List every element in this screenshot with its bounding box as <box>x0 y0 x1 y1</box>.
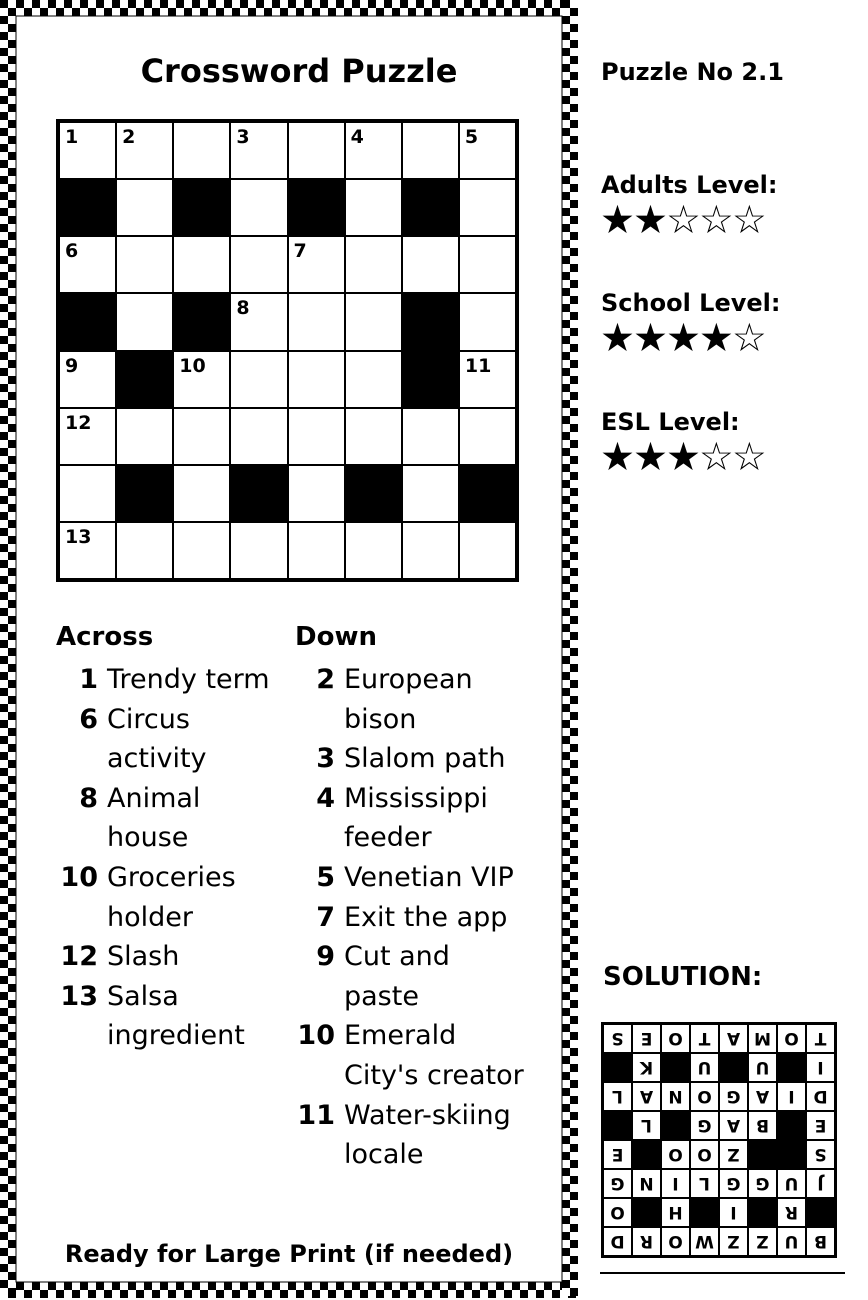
empty-star-icon: ☆ <box>665 198 699 243</box>
clue-text: feeder <box>344 822 432 854</box>
solution-black-square <box>777 1053 806 1082</box>
level-stars-esl <box>600 435 765 480</box>
clue-number: 11 <box>464 354 492 377</box>
solution-letter: O <box>777 1024 806 1053</box>
clue-number: 5 <box>464 126 479 148</box>
grid-cell[interactable] <box>345 351 402 408</box>
clue-number <box>56 898 98 938</box>
clue-number: 7 <box>293 240 307 263</box>
clue-number: 13 <box>60 980 98 1012</box>
across-clue <box>56 937 277 977</box>
solution-letter: G <box>719 1169 748 1198</box>
solution-letter: H <box>661 1198 690 1227</box>
solution-letter: N <box>661 1082 690 1111</box>
grid-cell[interactable] <box>402 122 459 179</box>
clue-text: locale <box>344 1139 424 1171</box>
clue-number: 10 <box>60 861 98 893</box>
grid-cell[interactable] <box>116 408 173 465</box>
solution-letter: J <box>806 1169 835 1198</box>
black-square <box>402 179 459 236</box>
solution-letter: W <box>690 1227 719 1256</box>
grid-cell[interactable] <box>173 351 230 408</box>
solution-letter: D <box>806 1082 835 1111</box>
black-square <box>59 179 116 236</box>
solution-letter: T <box>806 1024 835 1053</box>
clue-number: 6 <box>79 703 98 735</box>
solution-underline <box>600 1272 845 1274</box>
solution-black-square <box>690 1198 719 1227</box>
clue-text: Cut and <box>344 941 450 973</box>
filled-star-icon: ★ <box>665 316 699 361</box>
solution-letter: U <box>777 1169 806 1198</box>
clue-number: 8 <box>236 297 250 320</box>
grid-cell[interactable] <box>288 351 345 408</box>
solution-letter: A <box>632 1082 661 1111</box>
grid-cell[interactable] <box>345 236 402 293</box>
clue-number: 3 <box>236 126 250 148</box>
grid-cell[interactable] <box>345 179 402 236</box>
filled-star-icon: ★ <box>600 316 633 361</box>
filled-star-icon: ★ <box>600 198 633 243</box>
solution-letter: G <box>748 1169 777 1198</box>
puzzle-number: Puzzle No 2.1 <box>601 58 784 86</box>
grid-cell[interactable] <box>402 522 459 579</box>
filled-star-icon: ★ <box>698 316 732 361</box>
solution-black-square <box>748 1198 777 1227</box>
solution-letter: O <box>661 1140 690 1169</box>
down-clue <box>295 858 524 898</box>
solution-letter: L <box>603 1082 632 1111</box>
solution-letter: D <box>603 1227 632 1256</box>
grid-cell[interactable] <box>345 408 402 465</box>
grid-cell[interactable] <box>59 122 116 179</box>
clue-number <box>295 700 335 740</box>
solution-letter: Z <box>719 1140 748 1169</box>
clue-number <box>295 818 335 858</box>
clue-number: 13 <box>65 525 92 548</box>
across-clue <box>56 818 277 858</box>
grid-cell[interactable] <box>288 522 345 579</box>
empty-star-icon: ☆ <box>731 435 765 480</box>
grid-cell[interactable] <box>345 293 402 350</box>
solution-black-square <box>603 1111 632 1140</box>
clue-text: Water-skiing <box>344 1099 511 1131</box>
solution-letter: Z <box>719 1227 748 1256</box>
clue-text: Venetian VIP <box>344 861 514 893</box>
black-square <box>116 465 173 522</box>
across-clue <box>56 858 277 898</box>
grid-cell[interactable] <box>230 293 287 350</box>
black-square <box>288 179 345 236</box>
solution-black-square <box>777 1140 806 1169</box>
down-clue <box>295 898 524 938</box>
clue-number <box>295 1056 335 1096</box>
grid-cell[interactable] <box>59 465 116 522</box>
empty-star-icon: ☆ <box>698 435 732 480</box>
down-clue <box>295 700 524 740</box>
solution-letter: U <box>748 1053 777 1082</box>
clue-number: 12 <box>65 411 92 434</box>
solution-letter: I <box>661 1169 690 1198</box>
clue-number: 2 <box>316 664 335 695</box>
solution-grid <box>601 1022 837 1258</box>
clue-text: house <box>107 822 189 854</box>
down-clue <box>295 739 524 779</box>
solution-letter: B <box>748 1111 777 1140</box>
solution-letter: O <box>661 1024 690 1053</box>
solution-letter: A <box>719 1111 748 1140</box>
grid-cell[interactable] <box>230 179 287 236</box>
grid-cell[interactable] <box>173 522 230 579</box>
grid-cell[interactable] <box>230 122 287 179</box>
solution-letter: N <box>632 1169 661 1198</box>
down-clue <box>295 1096 524 1136</box>
solution-letter: O <box>603 1198 632 1227</box>
solution-letter: R <box>632 1227 661 1256</box>
solution-letter: L <box>632 1111 661 1140</box>
solution-letter: O <box>690 1140 719 1169</box>
across-clues <box>56 660 277 1056</box>
clue-text: Slash <box>107 941 180 973</box>
solution-letter: I <box>777 1082 806 1111</box>
black-square <box>459 465 516 522</box>
grid-cell[interactable] <box>59 236 116 293</box>
black-square <box>230 465 287 522</box>
solution-letter: U <box>690 1053 719 1082</box>
solution-letter: G <box>690 1111 719 1140</box>
down-heading: Down <box>295 622 377 652</box>
clue-text: European <box>344 664 473 695</box>
clue-number <box>295 977 335 1017</box>
clue-number: 1 <box>79 664 98 695</box>
solution-letter: U <box>777 1227 806 1256</box>
grid-cell[interactable] <box>402 465 459 522</box>
solution-letter: R <box>777 1198 806 1227</box>
solution-label: SOLUTION: <box>603 962 763 992</box>
clue-text: Circus <box>107 703 190 735</box>
grid-cell[interactable] <box>288 465 345 522</box>
crossword-grid[interactable] <box>56 119 519 582</box>
grid-cell[interactable] <box>288 236 345 293</box>
solution-black-square <box>806 1198 835 1227</box>
page-title: Crossword Puzzle <box>140 52 458 90</box>
filled-star-icon: ★ <box>600 435 633 480</box>
black-square <box>116 351 173 408</box>
clue-number: 10 <box>179 354 206 377</box>
solution-letter: I <box>806 1053 835 1082</box>
down-clue <box>295 937 524 977</box>
clue-number <box>56 739 98 779</box>
black-square <box>59 293 116 350</box>
empty-star-icon: ☆ <box>698 198 732 243</box>
clue-number <box>295 1135 335 1175</box>
solution-black-square <box>719 1053 748 1082</box>
clue-number: 10 <box>297 1020 335 1052</box>
filled-star-icon: ★ <box>665 435 699 480</box>
clue-text: activity <box>107 743 207 775</box>
clue-number: 5 <box>316 861 335 893</box>
clue-text: bison <box>344 703 417 735</box>
down-clue <box>295 1056 524 1096</box>
solution-letter: E <box>632 1024 661 1053</box>
clue-number: 8 <box>79 782 98 814</box>
solution-letter: T <box>690 1024 719 1053</box>
solution-black-square <box>603 1053 632 1082</box>
solution-black-square <box>661 1053 690 1082</box>
down-clue <box>295 779 524 819</box>
solution-letter: O <box>661 1227 690 1256</box>
grid-cell[interactable] <box>459 293 516 350</box>
grid-cell[interactable] <box>459 408 516 465</box>
clue-text: Slalom path <box>344 743 506 775</box>
solution-letter: E <box>603 1140 632 1169</box>
clue-number: 11 <box>297 1099 335 1131</box>
solution-letter: G <box>719 1082 748 1111</box>
down-clue <box>295 818 524 858</box>
clue-number: 9 <box>316 941 335 973</box>
across-clue <box>56 977 277 1017</box>
across-clue <box>56 700 277 740</box>
clue-number <box>56 1016 98 1056</box>
grid-cell[interactable] <box>288 408 345 465</box>
clue-number: 9 <box>65 354 79 377</box>
clue-text: Animal <box>107 782 201 814</box>
grid-cell[interactable] <box>288 293 345 350</box>
level-label-adults: Adults Level: <box>601 171 778 199</box>
clue-number: 2 <box>122 126 136 148</box>
solution-black-square <box>632 1198 661 1227</box>
grid-cell[interactable] <box>173 236 230 293</box>
solution-letter: M <box>748 1024 777 1053</box>
clue-text: ingredient <box>107 1020 245 1052</box>
grid-cell[interactable] <box>230 351 287 408</box>
grid-cell[interactable] <box>116 522 173 579</box>
grid-cell[interactable] <box>59 351 116 408</box>
clue-text: Mississippi <box>344 782 488 814</box>
grid-cell[interactable] <box>345 122 402 179</box>
clue-text: Exit the app <box>344 901 508 933</box>
down-clue <box>295 1016 524 1056</box>
grid-cell[interactable] <box>59 522 116 579</box>
across-clue <box>56 739 277 779</box>
grid-cell[interactable] <box>459 236 516 293</box>
solution-letter: S <box>806 1140 835 1169</box>
clue-number: 12 <box>60 941 98 973</box>
level-stars-adults <box>600 198 765 243</box>
solution-letter: S <box>603 1024 632 1053</box>
solution-black-square <box>632 1140 661 1169</box>
clue-text: Salsa <box>107 980 179 1012</box>
empty-star-icon: ☆ <box>731 198 765 243</box>
clue-text: Trendy term <box>107 664 270 695</box>
down-clue <box>295 1135 524 1175</box>
grid-cell[interactable] <box>230 522 287 579</box>
black-square <box>402 351 459 408</box>
across-clue <box>56 898 277 938</box>
solution-letter: E <box>806 1111 835 1140</box>
solution-black-square <box>777 1111 806 1140</box>
down-clues <box>295 660 524 1175</box>
black-square <box>173 293 230 350</box>
grid-cell[interactable] <box>116 122 173 179</box>
solution-letter: A <box>748 1082 777 1111</box>
grid-cell[interactable] <box>173 408 230 465</box>
filled-star-icon: ★ <box>632 198 666 243</box>
black-square <box>402 293 459 350</box>
solution-letter: Z <box>748 1227 777 1256</box>
clue-text: holder <box>107 901 193 933</box>
filled-star-icon: ★ <box>632 316 666 361</box>
solution-letter: L <box>690 1169 719 1198</box>
grid-cell[interactable] <box>116 179 173 236</box>
level-stars-school <box>600 316 765 361</box>
grid-cell[interactable] <box>345 522 402 579</box>
empty-star-icon: ☆ <box>731 316 765 361</box>
level-label-school: School Level: <box>601 289 781 317</box>
grid-cell[interactable] <box>402 408 459 465</box>
clue-text: City's creator <box>344 1059 524 1091</box>
grid-cell[interactable] <box>230 408 287 465</box>
grid-cell[interactable] <box>230 236 287 293</box>
grid-cell[interactable] <box>173 465 230 522</box>
clue-number: 4 <box>316 782 335 814</box>
solution-black-square <box>661 1111 690 1140</box>
solution-letter: B <box>806 1227 835 1256</box>
grid-cell[interactable] <box>173 122 230 179</box>
grid-cell[interactable] <box>459 122 516 179</box>
solution-letter: G <box>603 1169 632 1198</box>
grid-cell[interactable] <box>459 179 516 236</box>
grid-cell[interactable] <box>459 522 516 579</box>
solution-letter: A <box>719 1024 748 1053</box>
clue-text: paste <box>344 980 419 1012</box>
filled-star-icon: ★ <box>632 435 666 480</box>
clue-number: 3 <box>316 743 335 775</box>
across-clue <box>56 660 277 700</box>
large-print-note: Ready for Large Print (if needed) <box>64 1240 514 1268</box>
black-square <box>345 465 402 522</box>
across-heading: Across <box>56 622 154 652</box>
grid-cell[interactable] <box>59 408 116 465</box>
solution-letter: O <box>690 1082 719 1111</box>
grid-cell[interactable] <box>116 236 173 293</box>
down-clue <box>295 660 524 700</box>
clue-text: Groceries <box>107 861 236 893</box>
grid-cell[interactable] <box>459 351 516 408</box>
solution-letter: I <box>719 1198 748 1227</box>
across-clue <box>56 779 277 819</box>
across-clue <box>56 1016 277 1056</box>
clue-number: 4 <box>350 126 364 148</box>
clue-text: Emerald <box>344 1020 457 1052</box>
grid-cell[interactable] <box>402 236 459 293</box>
black-square <box>173 179 230 236</box>
clue-number <box>56 818 98 858</box>
clue-number: 1 <box>65 126 79 148</box>
level-label-esl: ESL Level: <box>601 408 740 436</box>
solution-black-square <box>748 1140 777 1169</box>
clue-number: 6 <box>65 240 79 263</box>
grid-cell[interactable] <box>288 122 345 179</box>
clue-number: 7 <box>316 901 335 933</box>
grid-cell[interactable] <box>116 293 173 350</box>
solution-letter: K <box>632 1053 661 1082</box>
down-clue <box>295 977 524 1017</box>
